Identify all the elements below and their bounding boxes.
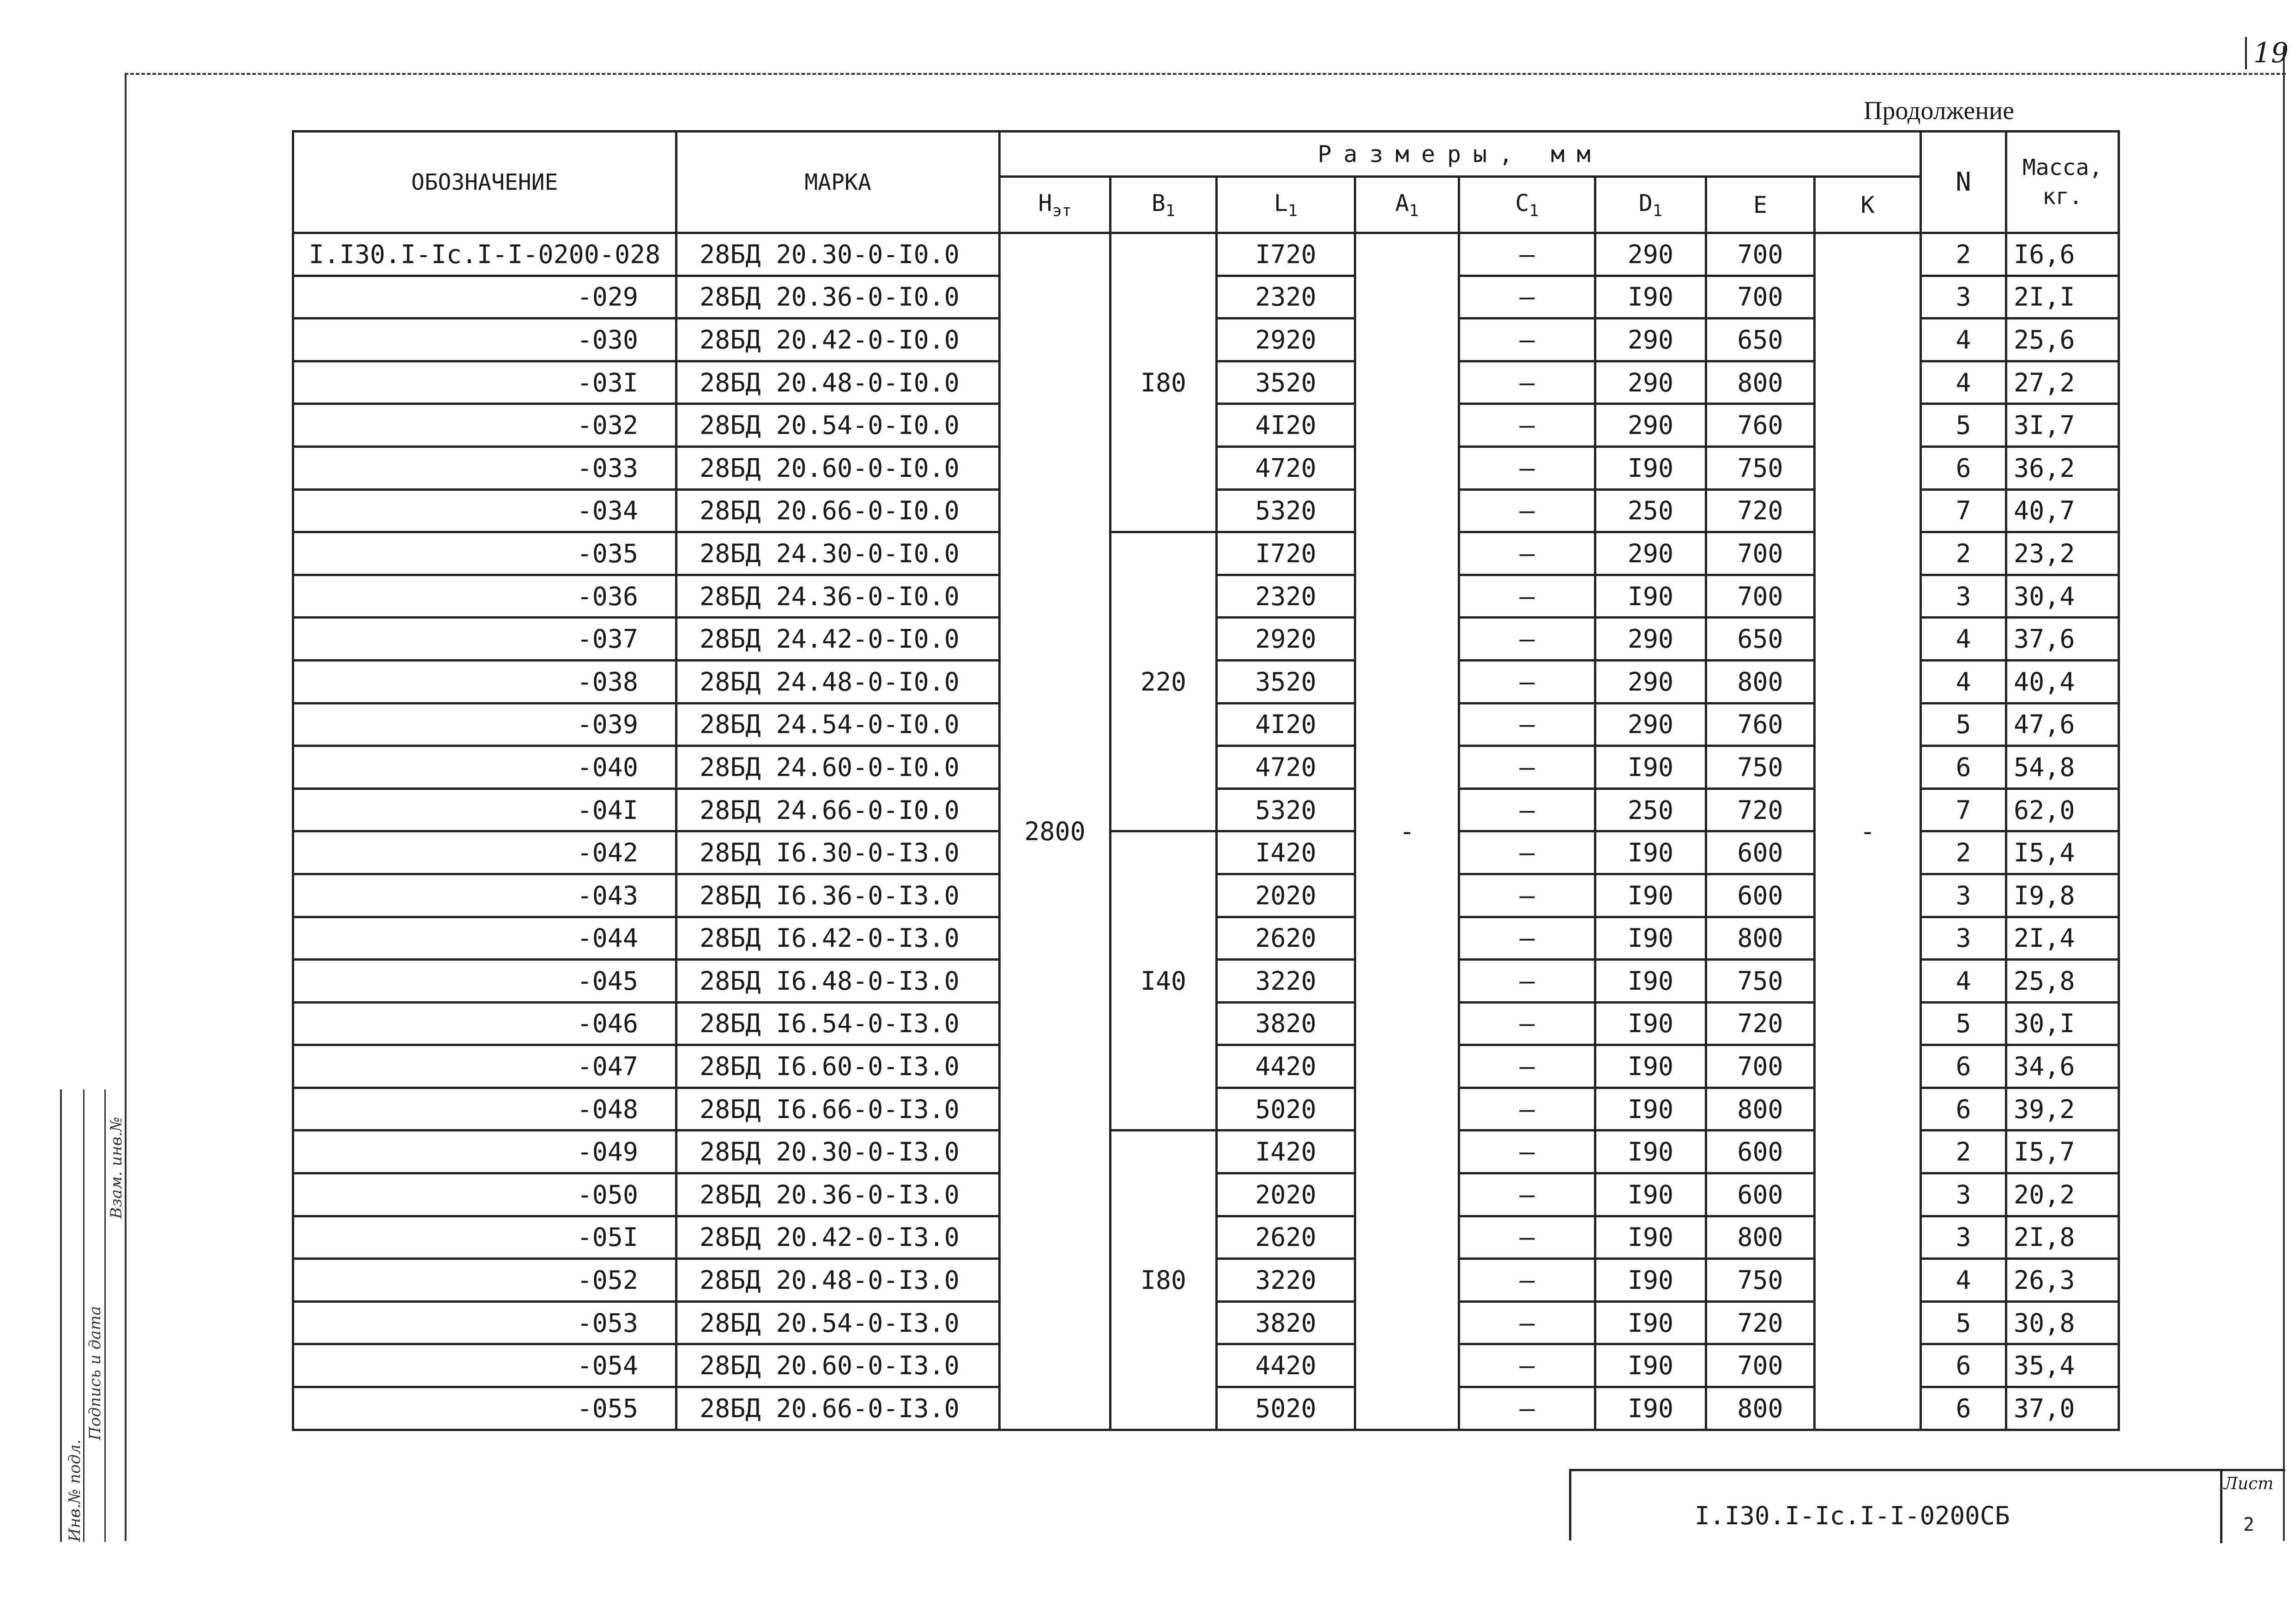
d1-cell: I90 bbox=[1595, 1344, 1706, 1387]
e-cell: 650 bbox=[1706, 319, 1815, 361]
e-cell: 800 bbox=[1706, 1088, 1815, 1131]
mark-cell: 28БД 20.54-0-I0.0 bbox=[676, 404, 1000, 447]
d1-cell: I90 bbox=[1595, 575, 1706, 618]
c1-cell: – bbox=[1459, 1387, 1595, 1430]
d1-cell: I90 bbox=[1595, 1301, 1706, 1344]
mass-cell: 62,0 bbox=[2006, 788, 2119, 831]
mark-cell: 28БД I6.48-0-I3.0 bbox=[676, 960, 1000, 1003]
header-a1: $A_1$ bbox=[1355, 177, 1459, 233]
header-e: E bbox=[1706, 177, 1815, 233]
mark-cell: 28БД 24.42-0-I0.0 bbox=[676, 618, 1000, 661]
l1-cell: I720 bbox=[1217, 532, 1355, 575]
designation-cell: -034 bbox=[293, 489, 676, 532]
mass-cell: 30,I bbox=[2006, 1002, 2119, 1045]
header-d1: $D_1$ bbox=[1595, 177, 1706, 233]
c1-cell: – bbox=[1459, 489, 1595, 532]
page-number: 19 bbox=[2245, 37, 2288, 69]
n-cell: 4 bbox=[1921, 618, 2006, 661]
mark-cell: 28БД 24.36-0-I0.0 bbox=[676, 575, 1000, 618]
l1-cell: 3820 bbox=[1217, 1301, 1355, 1344]
n-cell: 6 bbox=[1921, 446, 2006, 489]
d1-cell: I90 bbox=[1595, 1387, 1706, 1430]
header-designation: ОБОЗНАЧЕНИЕ bbox=[293, 132, 676, 233]
n-cell: 4 bbox=[1921, 960, 2006, 1003]
mass-cell: I9,8 bbox=[2006, 874, 2119, 917]
e-cell: 800 bbox=[1706, 660, 1815, 703]
n-cell: 7 bbox=[1921, 788, 2006, 831]
mass-cell: 25,6 bbox=[2006, 319, 2119, 361]
d1-cell: I90 bbox=[1595, 746, 1706, 789]
designation-cell: -029 bbox=[293, 276, 676, 319]
e-cell: 600 bbox=[1706, 874, 1815, 917]
e-cell: 600 bbox=[1706, 1131, 1815, 1173]
mark-cell: 28БД 20.66-0-I0.0 bbox=[676, 489, 1000, 532]
l1-cell: 5320 bbox=[1217, 489, 1355, 532]
e-cell: 800 bbox=[1706, 917, 1815, 960]
side-text-replace: Взам. инв.№ bbox=[107, 1117, 126, 1219]
d1-cell: I90 bbox=[1595, 917, 1706, 960]
designation-cell: -047 bbox=[293, 1045, 676, 1088]
mass-cell: 54,8 bbox=[2006, 746, 2119, 789]
d1-cell: 290 bbox=[1595, 233, 1706, 276]
designation-cell: -038 bbox=[293, 660, 676, 703]
designation-cell: I.I30.I-Ic.I-I-0200-028 bbox=[293, 233, 676, 276]
n-cell: 3 bbox=[1921, 917, 2006, 960]
l1-cell: 2020 bbox=[1217, 874, 1355, 917]
header-n: N bbox=[1921, 132, 2006, 233]
c1-cell: – bbox=[1459, 446, 1595, 489]
designation-cell: -05I bbox=[293, 1216, 676, 1259]
designation-cell: -042 bbox=[293, 831, 676, 874]
n-cell: 3 bbox=[1921, 1173, 2006, 1216]
h-value-cell: 2800 bbox=[1000, 233, 1111, 1430]
mass-cell: 2I,I bbox=[2006, 276, 2119, 319]
c1-cell: – bbox=[1459, 788, 1595, 831]
c1-cell: – bbox=[1459, 1301, 1595, 1344]
d1-cell: 290 bbox=[1595, 660, 1706, 703]
l1-cell: 4420 bbox=[1217, 1045, 1355, 1088]
d1-cell: I90 bbox=[1595, 1045, 1706, 1088]
e-cell: 720 bbox=[1706, 788, 1815, 831]
c1-cell: – bbox=[1459, 960, 1595, 1003]
header-dimensions: Размеры, мм bbox=[1000, 132, 1921, 177]
c1-cell: – bbox=[1459, 233, 1595, 276]
mark-cell: 28БД 24.30-0-I0.0 bbox=[676, 532, 1000, 575]
sheet-label: Лист bbox=[2224, 1474, 2274, 1493]
side-text-sign: Подпись и дата bbox=[86, 1306, 104, 1440]
n-cell: 4 bbox=[1921, 1259, 2006, 1302]
mark-cell: 28БД 20.42-0-I3.0 bbox=[676, 1216, 1000, 1259]
n-cell: 6 bbox=[1921, 746, 2006, 789]
c1-cell: – bbox=[1459, 746, 1595, 789]
d1-cell: 250 bbox=[1595, 788, 1706, 831]
d1-cell: I90 bbox=[1595, 1002, 1706, 1045]
mark-cell: 28БД I6.30-0-I3.0 bbox=[676, 831, 1000, 874]
l1-cell: I420 bbox=[1217, 1131, 1355, 1173]
l1-cell: 3520 bbox=[1217, 361, 1355, 404]
l1-cell: 4420 bbox=[1217, 1344, 1355, 1387]
mark-cell: 28БД 20.48-0-I0.0 bbox=[676, 361, 1000, 404]
n-cell: 5 bbox=[1921, 703, 2006, 746]
e-cell: 700 bbox=[1706, 276, 1815, 319]
l1-cell: 3220 bbox=[1217, 1259, 1355, 1302]
n-cell: 2 bbox=[1921, 532, 2006, 575]
designation-cell: -04I bbox=[293, 788, 676, 831]
e-cell: 800 bbox=[1706, 1216, 1815, 1259]
n-cell: 2 bbox=[1921, 831, 2006, 874]
e-cell: 650 bbox=[1706, 618, 1815, 661]
mass-cell: 34,6 bbox=[2006, 1045, 2119, 1088]
e-cell: 600 bbox=[1706, 831, 1815, 874]
n-cell: 3 bbox=[1921, 276, 2006, 319]
mass-cell: 39,2 bbox=[2006, 1088, 2119, 1131]
designation-cell: -052 bbox=[293, 1259, 676, 1302]
mass-cell: 2I,4 bbox=[2006, 917, 2119, 960]
l1-cell: 3220 bbox=[1217, 960, 1355, 1003]
e-cell: 600 bbox=[1706, 1173, 1815, 1216]
n-cell: 4 bbox=[1921, 361, 2006, 404]
mark-cell: 28БД I6.36-0-I3.0 bbox=[676, 874, 1000, 917]
designation-cell: -054 bbox=[293, 1344, 676, 1387]
header-h: $H_{эт}$ bbox=[1000, 177, 1111, 233]
e-cell: 720 bbox=[1706, 1002, 1815, 1045]
d1-cell: I90 bbox=[1595, 1088, 1706, 1131]
l1-cell: 2620 bbox=[1217, 1216, 1355, 1259]
mark-cell: 28БД 20.36-0-I0.0 bbox=[676, 276, 1000, 319]
l1-cell: I420 bbox=[1217, 831, 1355, 874]
d1-cell: I90 bbox=[1595, 874, 1706, 917]
e-cell: 750 bbox=[1706, 446, 1815, 489]
l1-cell: 4I20 bbox=[1217, 404, 1355, 447]
e-cell: 720 bbox=[1706, 489, 1815, 532]
d1-cell: 290 bbox=[1595, 361, 1706, 404]
mass-cell: 2I,8 bbox=[2006, 1216, 2119, 1259]
mark-cell: 28БД I6.54-0-I3.0 bbox=[676, 1002, 1000, 1045]
designation-cell: -032 bbox=[293, 404, 676, 447]
n-cell: 2 bbox=[1921, 233, 2006, 276]
designation-cell: -040 bbox=[293, 746, 676, 789]
e-cell: 800 bbox=[1706, 1387, 1815, 1430]
l1-cell: 2920 bbox=[1217, 319, 1355, 361]
e-cell: 750 bbox=[1706, 746, 1815, 789]
c1-cell: – bbox=[1459, 319, 1595, 361]
n-cell: 2 bbox=[1921, 1131, 2006, 1173]
mark-cell: 28БД I6.60-0-I3.0 bbox=[676, 1045, 1000, 1088]
n-cell: 3 bbox=[1921, 1216, 2006, 1259]
l1-cell: 5020 bbox=[1217, 1387, 1355, 1430]
mark-cell: 28БД I6.42-0-I3.0 bbox=[676, 917, 1000, 960]
c1-cell: – bbox=[1459, 1216, 1595, 1259]
header-k: K bbox=[1815, 177, 1921, 233]
l1-cell: 4I20 bbox=[1217, 703, 1355, 746]
e-cell: 760 bbox=[1706, 404, 1815, 447]
n-cell: 3 bbox=[1921, 874, 2006, 917]
l1-cell: 5020 bbox=[1217, 1088, 1355, 1131]
c1-cell: – bbox=[1459, 1131, 1595, 1173]
mass-cell: 47,6 bbox=[2006, 703, 2119, 746]
mass-cell: 36,2 bbox=[2006, 446, 2119, 489]
mass-cell: 40,7 bbox=[2006, 489, 2119, 532]
mark-cell: 28БД 20.66-0-I3.0 bbox=[676, 1387, 1000, 1430]
d1-cell: I90 bbox=[1595, 446, 1706, 489]
mass-cell: 30,4 bbox=[2006, 575, 2119, 618]
n-cell: 3 bbox=[1921, 575, 2006, 618]
mass-cell: I5,4 bbox=[2006, 831, 2119, 874]
l1-cell: I720 bbox=[1217, 233, 1355, 276]
e-cell: 720 bbox=[1706, 1301, 1815, 1344]
mark-cell: 28БД 20.60-0-I3.0 bbox=[676, 1344, 1000, 1387]
d1-cell: 290 bbox=[1595, 532, 1706, 575]
mass-cell: 30,8 bbox=[2006, 1301, 2119, 1344]
d1-cell: 290 bbox=[1595, 404, 1706, 447]
mass-cell: 23,2 bbox=[2006, 532, 2119, 575]
designation-cell: -03I bbox=[293, 361, 676, 404]
designation-cell: -035 bbox=[293, 532, 676, 575]
side-text-inv: Инв.№ подл. bbox=[66, 1439, 84, 1542]
n-cell: 7 bbox=[1921, 489, 2006, 532]
c1-cell: – bbox=[1459, 660, 1595, 703]
mark-cell: 28БД 24.54-0-I0.0 bbox=[676, 703, 1000, 746]
l1-cell: 4720 bbox=[1217, 746, 1355, 789]
n-cell: 6 bbox=[1921, 1088, 2006, 1131]
side-stamp-strip bbox=[60, 1089, 127, 1542]
designation-cell: -049 bbox=[293, 1131, 676, 1173]
mark-cell: 28БД 24.66-0-I0.0 bbox=[676, 788, 1000, 831]
n-cell: 5 bbox=[1921, 404, 2006, 447]
k-merged-cell: - bbox=[1815, 233, 1921, 1430]
c1-cell: – bbox=[1459, 532, 1595, 575]
n-cell: 5 bbox=[1921, 1002, 2006, 1045]
mark-cell: 28БД 20.48-0-I3.0 bbox=[676, 1259, 1000, 1302]
d1-cell: I90 bbox=[1595, 960, 1706, 1003]
l1-cell: 2320 bbox=[1217, 575, 1355, 618]
designation-cell: -048 bbox=[293, 1088, 676, 1131]
designation-cell: -030 bbox=[293, 319, 676, 361]
b1-group-cell: I80 bbox=[1111, 233, 1217, 532]
l1-cell: 2920 bbox=[1217, 618, 1355, 661]
header-mark: МАРКА bbox=[676, 132, 1000, 233]
sheet-number: 2 bbox=[2243, 1514, 2255, 1535]
n-cell: 4 bbox=[1921, 319, 2006, 361]
mass-cell: 37,0 bbox=[2006, 1387, 2119, 1430]
mark-cell: 28БД 24.48-0-I0.0 bbox=[676, 660, 1000, 703]
mass-cell: I6,6 bbox=[2006, 233, 2119, 276]
c1-cell: – bbox=[1459, 1088, 1595, 1131]
header-l1: $L_1$ bbox=[1217, 177, 1355, 233]
l1-cell: 2020 bbox=[1217, 1173, 1355, 1216]
mark-cell: 28БД 20.54-0-I3.0 bbox=[676, 1301, 1000, 1344]
d1-cell: 290 bbox=[1595, 618, 1706, 661]
document-code: I.I30.I-Ic.I-I-0200СБ bbox=[1695, 1501, 2010, 1530]
header-row-1 bbox=[293, 132, 2119, 177]
mark-cell: 28БД 24.60-0-I0.0 bbox=[676, 746, 1000, 789]
table-row bbox=[293, 233, 2119, 276]
c1-cell: – bbox=[1459, 1173, 1595, 1216]
d1-cell: I90 bbox=[1595, 831, 1706, 874]
e-cell: 800 bbox=[1706, 361, 1815, 404]
n-cell: 5 bbox=[1921, 1301, 2006, 1344]
a1-merged-cell: - bbox=[1355, 233, 1459, 1430]
c1-cell: – bbox=[1459, 575, 1595, 618]
c1-cell: – bbox=[1459, 1045, 1595, 1088]
n-cell: 4 bbox=[1921, 660, 2006, 703]
mass-cell: 3I,7 bbox=[2006, 404, 2119, 447]
mass-cell: 26,3 bbox=[2006, 1259, 2119, 1302]
c1-cell: – bbox=[1459, 361, 1595, 404]
d1-cell: I90 bbox=[1595, 276, 1706, 319]
designation-cell: -053 bbox=[293, 1301, 676, 1344]
c1-cell: – bbox=[1459, 703, 1595, 746]
continuation-label: Продолжение bbox=[1864, 96, 2015, 125]
mark-cell: 28БД 20.60-0-I0.0 bbox=[676, 446, 1000, 489]
n-cell: 6 bbox=[1921, 1387, 2006, 1430]
designation-cell: -044 bbox=[293, 917, 676, 960]
designation-cell: -043 bbox=[293, 874, 676, 917]
c1-cell: – bbox=[1459, 618, 1595, 661]
header-b1: $B_1$ bbox=[1111, 177, 1217, 233]
mass-cell: 35,4 bbox=[2006, 1344, 2119, 1387]
mark-cell: 28БД 20.30-0-I0.0 bbox=[676, 233, 1000, 276]
e-cell: 750 bbox=[1706, 960, 1815, 1003]
e-cell: 700 bbox=[1706, 1045, 1815, 1088]
e-cell: 700 bbox=[1706, 532, 1815, 575]
designation-cell: -033 bbox=[293, 446, 676, 489]
c1-cell: – bbox=[1459, 1344, 1595, 1387]
b1-group-cell: I40 bbox=[1111, 831, 1217, 1131]
l1-cell: 4720 bbox=[1217, 446, 1355, 489]
e-cell: 750 bbox=[1706, 1259, 1815, 1302]
designation-cell: -039 bbox=[293, 703, 676, 746]
e-cell: 700 bbox=[1706, 575, 1815, 618]
designation-cell: -046 bbox=[293, 1002, 676, 1045]
c1-cell: – bbox=[1459, 917, 1595, 960]
mass-cell: 27,2 bbox=[2006, 361, 2119, 404]
n-cell: 6 bbox=[1921, 1344, 2006, 1387]
l1-cell: 2320 bbox=[1217, 276, 1355, 319]
c1-cell: – bbox=[1459, 874, 1595, 917]
d1-cell: I90 bbox=[1595, 1173, 1706, 1216]
designation-cell: -036 bbox=[293, 575, 676, 618]
d1-cell: 290 bbox=[1595, 703, 1706, 746]
mark-cell: 28БД 20.36-0-I3.0 bbox=[676, 1173, 1000, 1216]
mass-cell: 25,8 bbox=[2006, 960, 2119, 1003]
e-cell: 700 bbox=[1706, 233, 1815, 276]
d1-cell: I90 bbox=[1595, 1131, 1706, 1173]
n-cell: 6 bbox=[1921, 1045, 2006, 1088]
designation-cell: -050 bbox=[293, 1173, 676, 1216]
d1-cell: I90 bbox=[1595, 1259, 1706, 1302]
mark-cell: 28БД 20.42-0-I0.0 bbox=[676, 319, 1000, 361]
mass-cell: 40,4 bbox=[2006, 660, 2119, 703]
l1-cell: 5320 bbox=[1217, 788, 1355, 831]
frame-top-border bbox=[125, 73, 2286, 75]
d1-cell: 290 bbox=[1595, 319, 1706, 361]
specification-table bbox=[292, 130, 2120, 1431]
mass-cell: I5,7 bbox=[2006, 1131, 2119, 1173]
designation-cell: -045 bbox=[293, 960, 676, 1003]
header-mass: Масса, кг. bbox=[2006, 132, 2119, 233]
table-body bbox=[293, 233, 2119, 1430]
e-cell: 700 bbox=[1706, 1344, 1815, 1387]
c1-cell: – bbox=[1459, 1002, 1595, 1045]
l1-cell: 2620 bbox=[1217, 917, 1355, 960]
mark-cell: 28БД 20.30-0-I3.0 bbox=[676, 1131, 1000, 1173]
designation-cell: -037 bbox=[293, 618, 676, 661]
l1-cell: 3520 bbox=[1217, 660, 1355, 703]
b1-group-cell: 220 bbox=[1111, 532, 1217, 831]
header-c1: $C_1$ bbox=[1459, 177, 1595, 233]
d1-cell: I90 bbox=[1595, 1216, 1706, 1259]
e-cell: 760 bbox=[1706, 703, 1815, 746]
d1-cell: 250 bbox=[1595, 489, 1706, 532]
c1-cell: – bbox=[1459, 276, 1595, 319]
frame-right-border bbox=[2283, 46, 2285, 1541]
mass-cell: 37,6 bbox=[2006, 618, 2119, 661]
c1-cell: – bbox=[1459, 1259, 1595, 1302]
mark-cell: 28БД I6.66-0-I3.0 bbox=[676, 1088, 1000, 1131]
c1-cell: – bbox=[1459, 831, 1595, 874]
c1-cell: – bbox=[1459, 404, 1595, 447]
mass-cell: 20,2 bbox=[2006, 1173, 2119, 1216]
designation-cell: -055 bbox=[293, 1387, 676, 1430]
b1-group-cell: I80 bbox=[1111, 1131, 1217, 1430]
l1-cell: 3820 bbox=[1217, 1002, 1355, 1045]
